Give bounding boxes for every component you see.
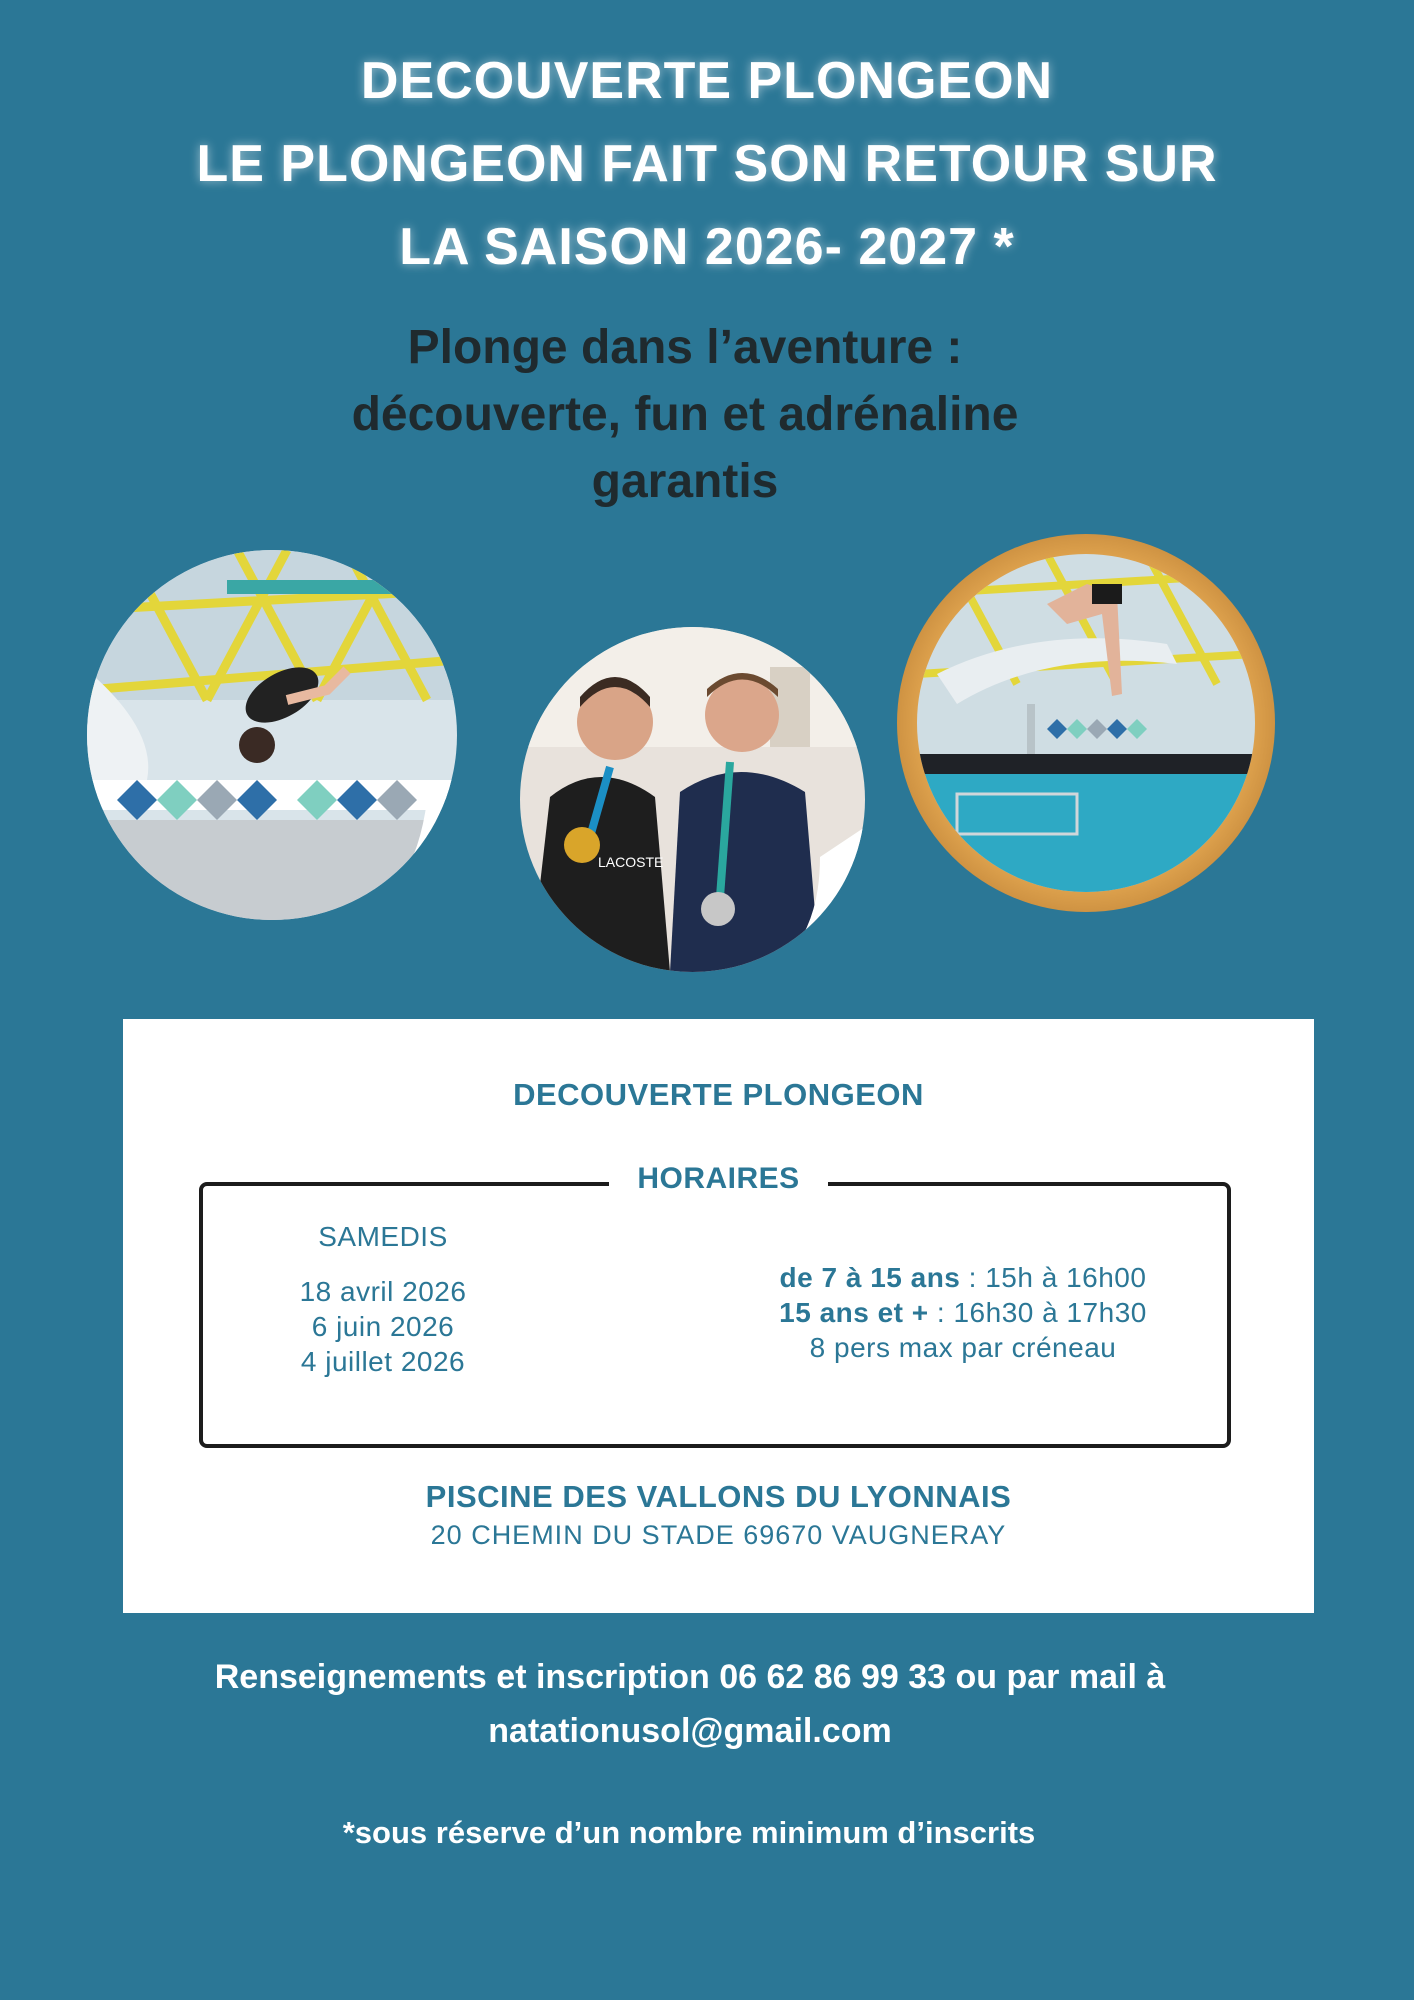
times-list: [763, 1260, 1163, 1365]
contact-info: [110, 1650, 1270, 1758]
medalists-illustration: [520, 627, 865, 972]
time-slot-time: : 16h30 à 17h30: [928, 1297, 1147, 1328]
date-item: 4 juillet 2026: [300, 1346, 466, 1377]
contact-line: Renseignements et inscription 06 62 86 99 33 ou par mail à: [214, 1658, 1166, 1696]
venue-address: 20 CHEMIN DU STADE 69670 VAUGNERAY: [430, 1520, 1007, 1550]
card-title: DECOUVERTE PLONGEON: [513, 1077, 924, 1112]
time-slot-time: : 15h à 16h00: [960, 1262, 1147, 1293]
capacity-note: 8 pers max par créneau: [809, 1332, 1117, 1363]
headline-line-1: DECOUVERTE PLONGEON: [360, 52, 1054, 110]
tagline-line-2: découverte, fun et adrénaline: [351, 388, 1019, 441]
info-card: [123, 1019, 1314, 1613]
time-slot-group: 15 ans et +: [779, 1297, 929, 1328]
headline-line-3: LA SAISON 2026- 2027 *: [399, 218, 1015, 276]
diver-flip-photo: [87, 550, 457, 920]
medalists-photo: [520, 627, 865, 972]
diving-board-pool-photo: [917, 554, 1255, 892]
dates-list: [233, 1274, 533, 1379]
diver-flip-illustration: [87, 550, 457, 920]
footnote: *sous réserve d’un nombre minimum d’inscrits: [342, 1815, 1036, 1850]
headline-line-2: LE PLONGEON FAIT SON RETOUR SUR: [196, 135, 1218, 193]
venue-name: PISCINE DES VALLONS DU LYONNAIS: [425, 1479, 1012, 1514]
shirt-text: LACOSTE: [598, 854, 664, 870]
date-item: 6 juin 2026: [311, 1311, 455, 1342]
time-slot: [763, 1260, 1163, 1295]
tagline-line-3: garantis: [591, 455, 779, 508]
time-slot-group: de 7 à 15 ans: [779, 1262, 961, 1293]
pool-illustration: [917, 554, 1255, 892]
date-item: 18 avril 2026: [299, 1276, 467, 1307]
time-slot: [763, 1295, 1163, 1330]
contact-email: natationusol@gmail.com: [488, 1712, 892, 1750]
schedule-heading: HORAIRES: [609, 1162, 827, 1195]
schedule-heading-wrap: [123, 1162, 1314, 1196]
days-title: SAMEDIS: [318, 1221, 448, 1252]
tagline-line-1: Plonge dans l’aventure :: [407, 321, 963, 374]
